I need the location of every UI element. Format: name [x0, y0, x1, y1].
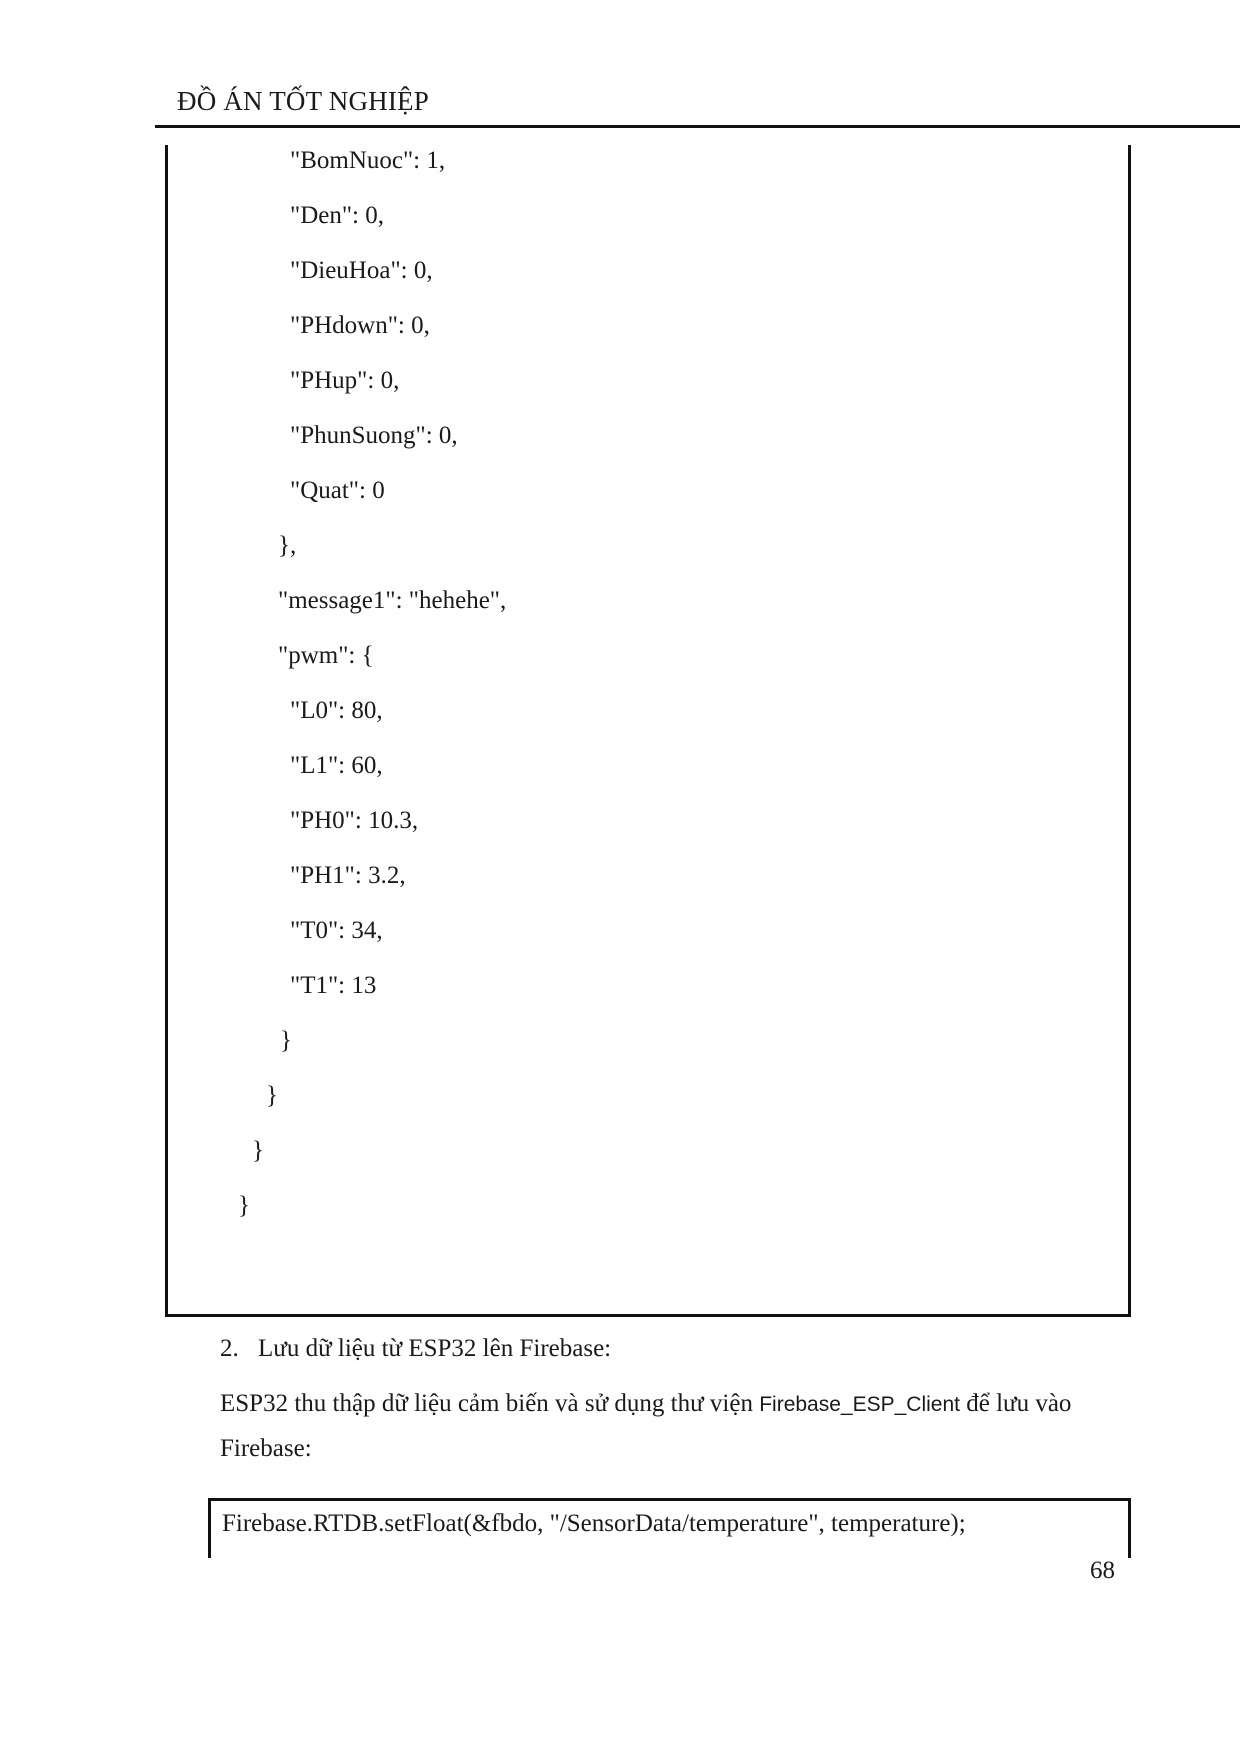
code-line: "T1": 13 [290, 972, 377, 999]
page-number: 68 [1090, 1557, 1115, 1584]
code-line: } [252, 1137, 264, 1164]
code-line: Firebase.RTDB.setFloat(&fbdo, "/SensorData/temperature", temperature); [222, 1510, 966, 1537]
paragraph-line-2: Firebase: [220, 1435, 312, 1462]
header-title: ĐỒ ÁN TỐT NGHIỆP [177, 86, 429, 116]
library-name: Firebase_ESP_Client [759, 1393, 960, 1416]
code-line: } [238, 1192, 250, 1219]
json-code-box [165, 145, 1131, 1317]
code-line: "message1": "hehehe", [278, 587, 507, 614]
list-item-number: 2. [220, 1335, 239, 1362]
code-line: "T0": 34, [290, 917, 383, 944]
paragraph-line-1 [220, 1390, 1071, 1418]
code-line: "pwm": { [278, 642, 374, 669]
code-line: "PH0": 10.3, [290, 807, 419, 834]
code-line: "Quat": 0 [290, 477, 385, 504]
code-line: "PhunSuong": 0, [290, 422, 458, 449]
code-line: "Den": 0, [290, 202, 385, 229]
code-line: } [280, 1027, 292, 1054]
list-item-heading [220, 1335, 611, 1363]
code-line: }, [278, 532, 297, 559]
paragraph-text: ESP32 thu thập dữ liệu cảm biến và sử dụng thư viện [220, 1390, 760, 1417]
code-line: "PHup": 0, [290, 367, 400, 394]
code-line: "L0": 80, [290, 697, 383, 724]
code-line: "DieuHoa": 0, [290, 257, 433, 284]
code-line: "L1": 60, [290, 752, 383, 779]
code-line: "PH1": 3.2, [290, 862, 406, 889]
code-line: "BomNuoc": 1, [290, 147, 446, 174]
code-line: } [266, 1082, 278, 1109]
firebase-code-box [208, 1498, 1131, 1558]
list-item-text: Lưu dữ liệu từ ESP32 lên Firebase: [258, 1335, 612, 1362]
code-line: "PHdown": 0, [290, 312, 430, 339]
header-rule [155, 125, 1240, 128]
paragraph-text: để lưu vào [959, 1390, 1072, 1417]
